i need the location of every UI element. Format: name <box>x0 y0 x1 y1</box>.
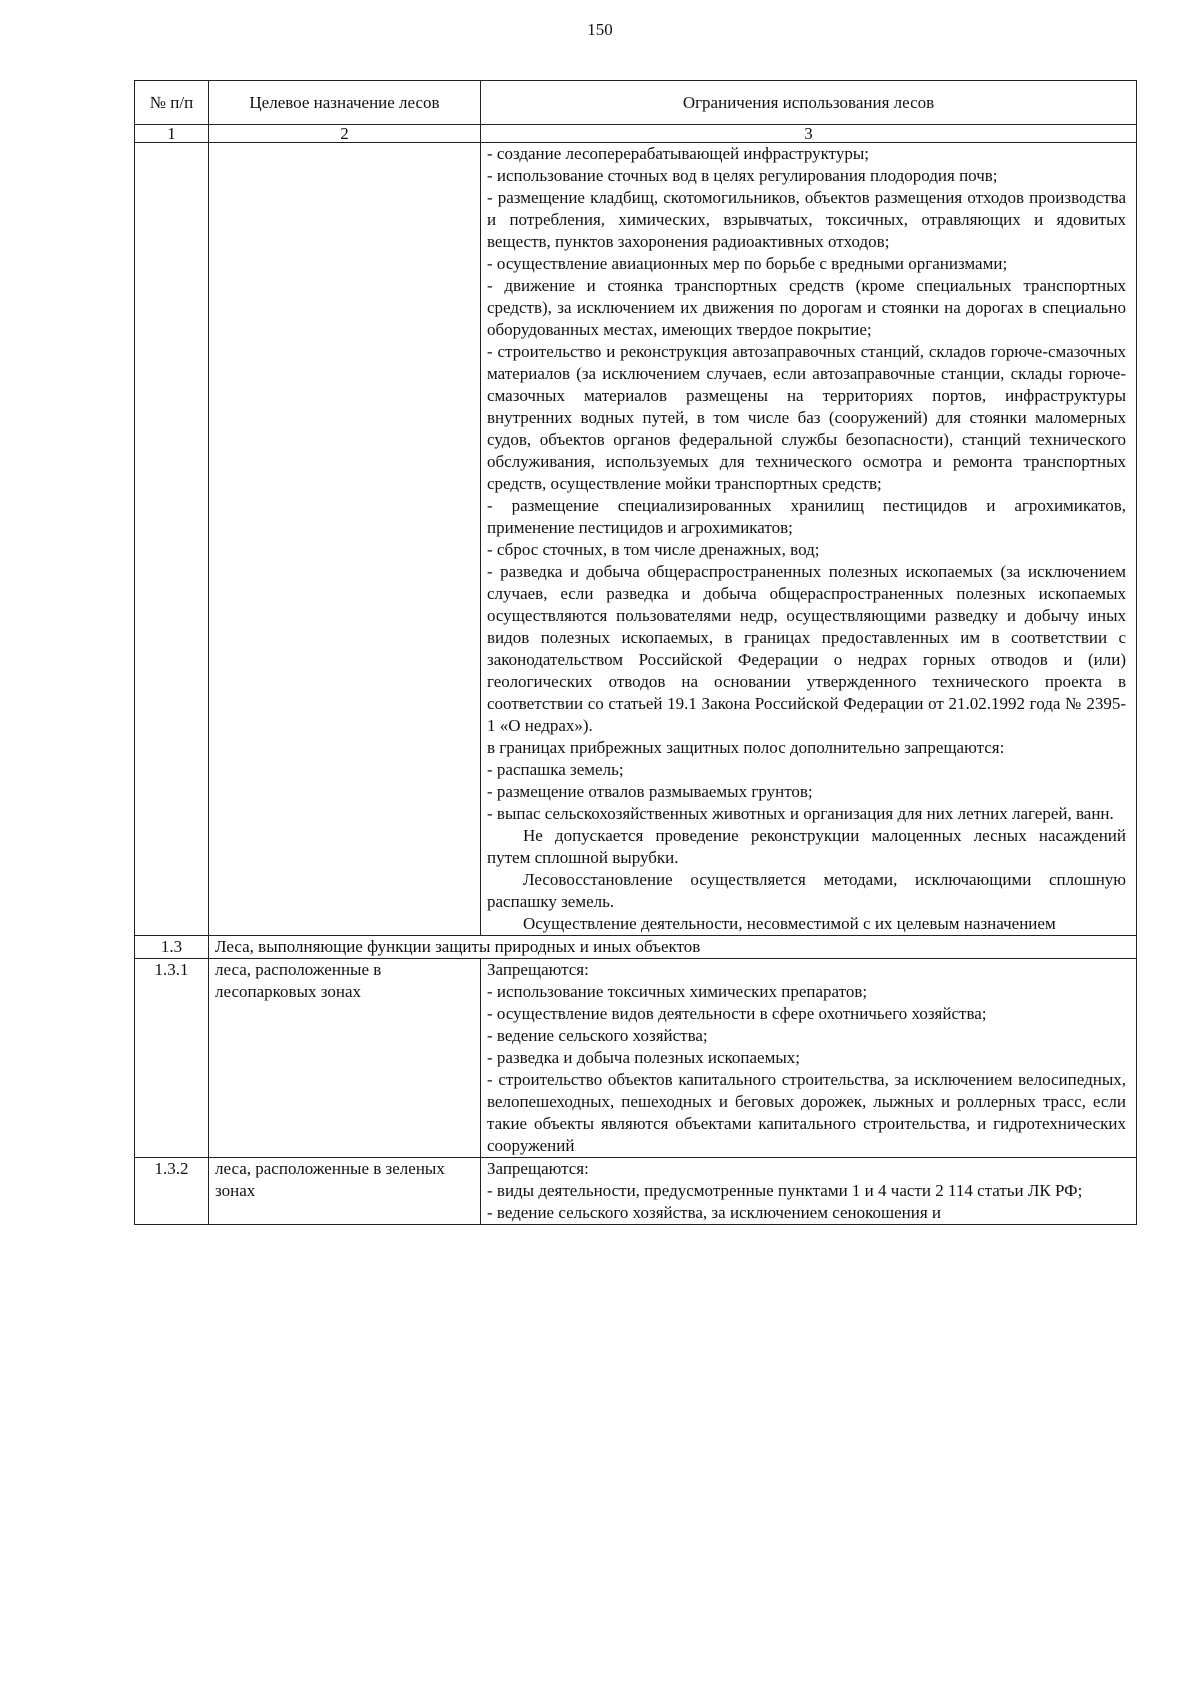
restriction-item: - распашка земель; <box>487 760 624 779</box>
restriction-item: - размещение специализированных хранилищ пестицидов и агрохимикатов, применение пестицидов и агрохимикатов; <box>487 496 1126 537</box>
table-header-row <box>135 81 1137 125</box>
restriction-item: - строительство объектов капитального строительства, за исключением велосипедных, велопешеходных, пешеходных и беговых дорожек, лыжных и роллерных трасс, если такие объекты являются объектами капитального строительства, и гидротехнических сооружений <box>487 1070 1126 1155</box>
restriction-item: - выпас сельскохозяйственных животных и организация для них летних лагерей, ванн. <box>487 804 1114 823</box>
row-number: 1.3.1 <box>135 959 209 1158</box>
restriction-item: - использование сточных вод в целях регулирования плодородия почв; <box>487 166 998 185</box>
continuation-number-cell <box>135 143 209 936</box>
column-number-2: 2 <box>209 125 481 143</box>
restriction-item: - размещение кладбищ, скотомогильников, объектов размещения отходов производства и потребления, химических, взрывчатых, токсичных, отравляющих и ядовитых веществ, пунктов захоронения радиоактивных отходов; <box>487 188 1126 251</box>
header-restrictions-label: Ограничения использования лесов <box>682 92 935 112</box>
row-purpose: леса, расположенные в лесопарковых зонах <box>209 959 481 1158</box>
row-purpose: леса, расположенные в зеленых зонах <box>209 1158 481 1225</box>
header-purpose <box>209 81 481 125</box>
restriction-item: - размещение отвалов размываемых грунтов; <box>487 782 813 801</box>
restriction-item: - ведение сельского хозяйства; <box>487 1026 708 1045</box>
row-restrictions <box>481 1158 1137 1225</box>
continuation-purpose-cell <box>209 143 481 936</box>
restriction-paragraph: Лесовосстановление осуществляется методами, исключающими сплошную распашку земель. <box>487 870 1126 911</box>
continuation-row <box>135 143 1137 936</box>
restriction-item: - использование токсичных химических препаратов; <box>487 982 868 1001</box>
restriction-paragraph: Не допускается проведение реконструкции малоценных лесных насаждений путем сплошной вырубки. <box>487 826 1126 867</box>
restriction-item: - ведение сельского хозяйства, за исключением сенокошения и <box>487 1203 942 1222</box>
column-number-row <box>135 125 1137 143</box>
restriction-item: Запрещаются: <box>487 1159 589 1178</box>
restriction-item: - осуществление авиационных мер по борьбе с вредными организмами; <box>487 254 1008 273</box>
page-number: 150 <box>587 20 613 39</box>
restriction-item: - разведка и добыча общераспространенных полезных ископаемых (за исключением случаев, если разведка и добыча общераспространенных полезных ископаемых осуществляются пользователями недр, осуществляющими разведку и добычу иных видов полезных ископаемых, в границах предоставленных им в соответствии с законодательством Российской Федерации о недрах горных отводов и (или) геологических отводов на основании утвержденного технического проекта в соответствии со статьей 19.1 Закона Российской Федерации от 21.02.1992 года № 2395-1 «О недрах»). <box>487 562 1126 735</box>
restriction-item: - строительство и реконструкция автозаправочных станций, складов горюче-смазочных материалов (за исключением случаев, если автозаправочные станции, склады горюче-смазочных материалов размещены на территориях портов, инфраструктуры внутренних водных путей, в том числе баз (сооружений) для стоянки маломерных судов, объектов органов федеральной службы безопасности), станций технического обслуживания, используемых для технического осмотра и ремонта транспортных средств, осуществление мойки транспортных средств; <box>487 342 1126 493</box>
continuation-restrictions-cell <box>481 143 1137 936</box>
restriction-subheading: в границах прибрежных защитных полос дополнительно запрещаются: <box>487 738 1005 757</box>
restrictions-table <box>134 80 1137 1225</box>
table-row <box>135 959 1137 1158</box>
column-number-1: 1 <box>135 125 209 143</box>
restriction-item: - сброс сточных, в том числе дренажных, вод; <box>487 540 820 559</box>
section-number: 1.3 <box>135 936 209 959</box>
section-title: Леса, выполняющие функции защиты природных и иных объектов <box>209 936 1137 959</box>
row-restrictions <box>481 959 1137 1158</box>
header-purpose-label: Целевое назначение лесов <box>249 92 440 112</box>
table-row <box>135 1158 1137 1225</box>
restriction-item: - движение и стоянка транспортных средств (кроме специальных транспортных средств), за исключением их движения по дорогам и стоянки на дорогах в специально оборудованных местах, имеющих твердое покрытие; <box>487 276 1126 339</box>
section-row <box>135 936 1137 959</box>
restriction-item: - осуществление видов деятельности в сфере охотничьего хозяйства; <box>487 1004 987 1023</box>
restriction-item: - разведка и добыча полезных ископаемых; <box>487 1048 801 1067</box>
restriction-item: Запрещаются: <box>487 960 589 979</box>
column-number-3: 3 <box>481 125 1137 143</box>
header-restrictions <box>481 81 1137 125</box>
restriction-item: - виды деятельности, предусмотренные пунктами 1 и 4 части 2 114 статьи ЛК РФ; <box>487 1181 1083 1200</box>
restriction-item: - создание лесоперерабатывающей инфраструктуры; <box>487 144 870 163</box>
header-number <box>135 81 209 125</box>
row-number: 1.3.2 <box>135 1158 209 1225</box>
restriction-paragraph: Осуществление деятельности, несовместимой с их целевым назначением <box>523 914 1056 933</box>
header-number-label: № п/п <box>149 92 194 112</box>
